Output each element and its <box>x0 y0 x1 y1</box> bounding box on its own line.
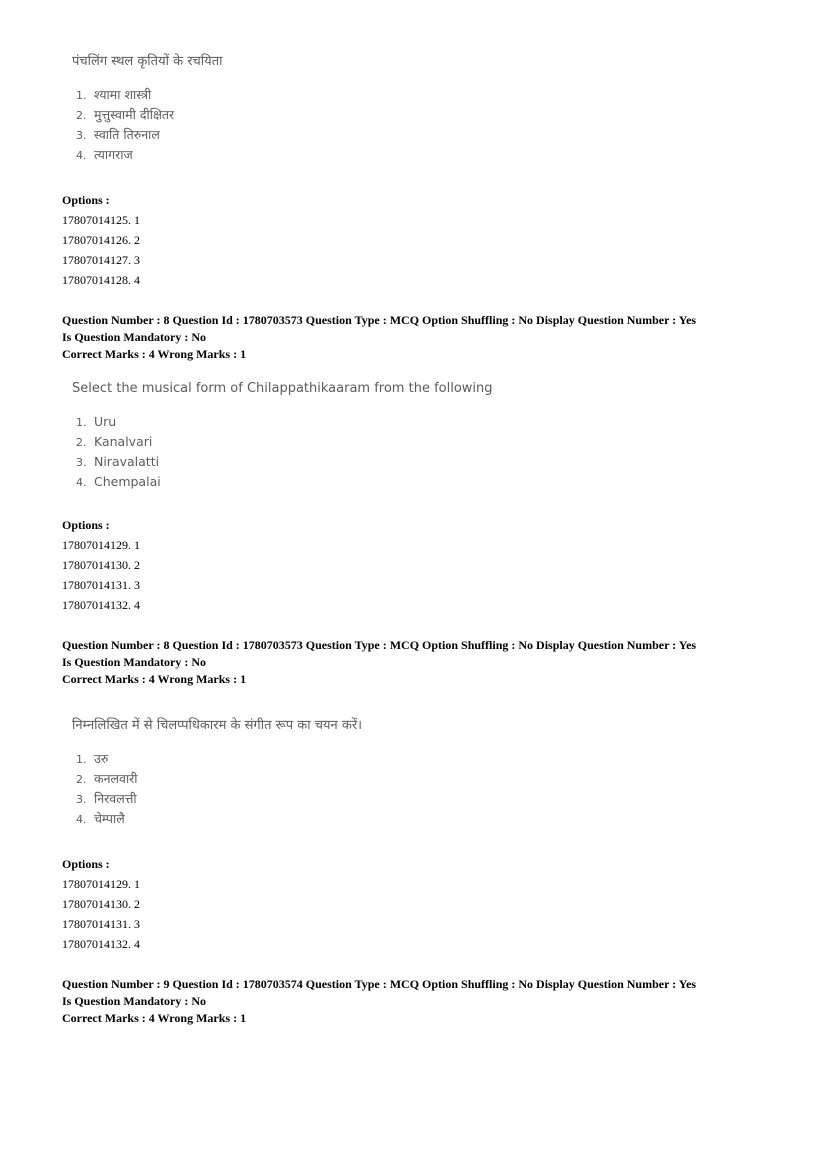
question-meta-2 <box>62 637 772 688</box>
answer-item: 3. स्वाति तिरुनाल <box>76 127 160 142</box>
mandatory-line: Is Question Mandatory : No <box>62 655 207 669</box>
option-row: 17807014132. 4 <box>62 937 140 951</box>
answer-item: 1. श्यामा शास्त्री <box>76 87 152 102</box>
options-block-1 <box>62 190 140 290</box>
answer-item: 2. Kanalvari <box>76 434 153 449</box>
answer-item: 4. त्यागराज <box>76 147 133 162</box>
option-row: 17807014128. 4 <box>62 273 140 287</box>
question-info-line: Question Number : 8 Question Id : 1780703573 Question Type : MCQ Option Shuffling : No Display Question Number : Yes <box>62 638 697 652</box>
option-row: 17807014130. 2 <box>62 558 140 572</box>
answer-list <box>76 85 482 165</box>
answer-list <box>76 749 482 829</box>
option-row: 17807014127. 3 <box>62 253 140 267</box>
option-row: 17807014125. 1 <box>62 213 140 227</box>
answer-item: 2. मुत्तुस्वामी दीक्षितर <box>76 107 175 122</box>
option-row: 17807014130. 2 <box>62 897 140 911</box>
answer-item: 4. चेम्पालै <box>76 811 125 826</box>
option-row: 17807014126. 2 <box>62 233 140 247</box>
options-label: Options : <box>62 518 110 532</box>
options-label: Options : <box>62 193 110 207</box>
question-meta-1 <box>62 312 772 363</box>
answer-item: 4. Chempalai <box>76 474 161 489</box>
question-image-3 <box>62 717 482 829</box>
marks-line: Correct Marks : 4 Wrong Marks : 1 <box>62 347 247 361</box>
option-row: 17807014129. 1 <box>62 877 140 891</box>
options-block-3 <box>62 854 140 954</box>
question-image-1 <box>62 53 482 165</box>
option-row: 17807014131. 3 <box>62 578 140 592</box>
answer-item: 3. Niravalatti <box>76 454 160 469</box>
marks-line: Correct Marks : 4 Wrong Marks : 1 <box>62 672 247 686</box>
answer-item: 2. कनलवारी <box>76 771 138 786</box>
question-text: निम्नलिखित में से चिलप्पधिकारम के संगीत रूप का चयन करें। <box>72 718 363 733</box>
answer-list <box>76 412 482 492</box>
answer-item: 1. Uru <box>76 414 117 429</box>
mandatory-line: Is Question Mandatory : No <box>62 994 207 1008</box>
question-text: Select the musical form of Chilappathikaaram from the following <box>72 381 493 396</box>
question-image-2 <box>62 380 493 492</box>
options-block-2 <box>62 515 140 615</box>
option-row: 17807014132. 4 <box>62 598 140 612</box>
question-info-line: Question Number : 8 Question Id : 1780703573 Question Type : MCQ Option Shuffling : No Display Question Number : Yes <box>62 313 697 327</box>
mandatory-line: Is Question Mandatory : No <box>62 330 207 344</box>
question-meta-3 <box>62 976 772 1027</box>
option-row: 17807014131. 3 <box>62 917 140 931</box>
marks-line: Correct Marks : 4 Wrong Marks : 1 <box>62 1011 247 1025</box>
option-row: 17807014129. 1 <box>62 538 140 552</box>
question-info-line: Question Number : 9 Question Id : 1780703574 Question Type : MCQ Option Shuffling : No Display Question Number : Yes <box>62 977 697 991</box>
answer-item: 1. उरु <box>76 751 109 766</box>
options-label: Options : <box>62 857 110 871</box>
question-text: पंचलिंग स्थल कृतियों के रचयिता <box>72 54 223 69</box>
answer-item: 3. निरवलत्ती <box>76 791 137 806</box>
